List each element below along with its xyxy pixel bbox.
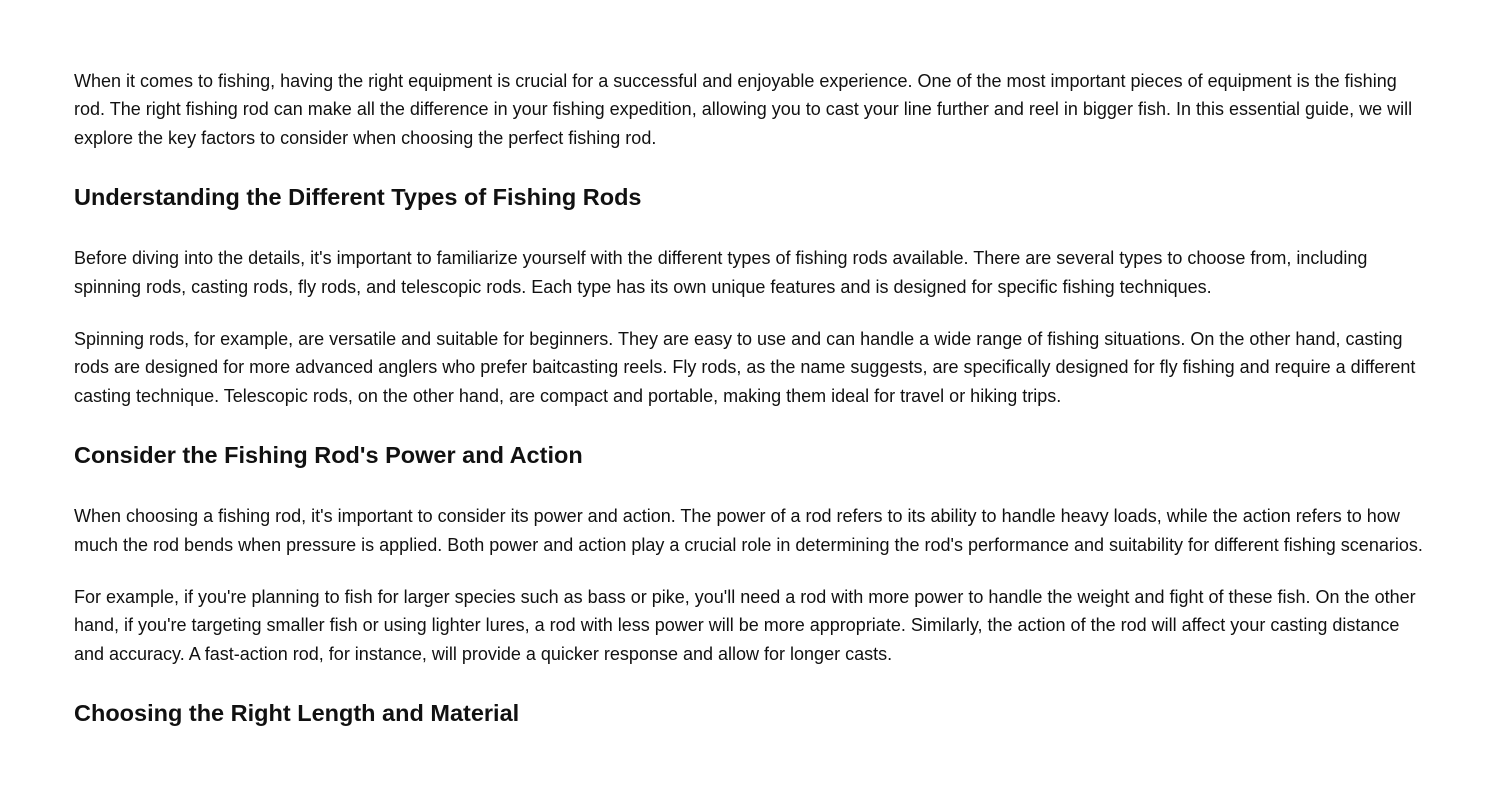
section-heading-power-action: Consider the Fishing Rod's Power and Action <box>74 442 583 469</box>
rod-types-paragraph-2: Spinning rods, for example, are versatile and suitable for beginners. They are easy to use and can handle a wide range of fishing situations. On the other hand, casting rods are designed for more advanced anglers who prefer baitcasting reels. Fly rods, as the name suggests, are specifically designed for fly fishing and require a different casting technique. Telescopic rods, on the other hand, are compact and portable, making them ideal for travel or hiking trips. <box>74 329 1416 406</box>
power-action-paragraph-2: For example, if you're planning to fish for larger species such as bass or pike, you'll need a rod with more power to handle the weight and fight of these fish. On the other hand, if you're targeting smaller fish or using lighter lures, a rod with less power will be more appropriate. Similarly, the action of the rod will affect your casting distance and accuracy. A fast-action rod, for instance, will provide a quicker response and allow for longer casts. <box>74 587 1416 664</box>
section-heading-rod-types: Understanding the Different Types of Fishing Rods <box>74 184 642 211</box>
intro-paragraph: When it comes to fishing, having the right equipment is crucial for a successful and enjoyable experience. One of the most important pieces of equipment is the fishing rod. The right fishing rod can make all the difference in your fishing expedition, allowing you to cast your line further and reel in bigger fish. In this essential guide, we will explore the key factors to consider when choosing the perfect fishing rod. <box>74 71 1413 148</box>
rod-types-paragraph-1: Before diving into the details, it's important to familiarize yourself with the different types of fishing rods available. There are several types to choose from, including spinning rods, casting rods, fly rods, and telescopic rods. Each type has its own unique features and is designed for specific fishing techniques. <box>74 248 1368 297</box>
power-action-paragraph-1: When choosing a fishing rod, it's important to consider its power and action. The power of a rod refers to its ability to handle heavy loads, while the action refers to how much the rod bends when pressure is applied. Both power and action play a crucial role in determining the rod's performance and suitability for different fishing scenarios. <box>74 506 1423 555</box>
section-heading-length-material: Choosing the Right Length and Material <box>74 700 520 727</box>
